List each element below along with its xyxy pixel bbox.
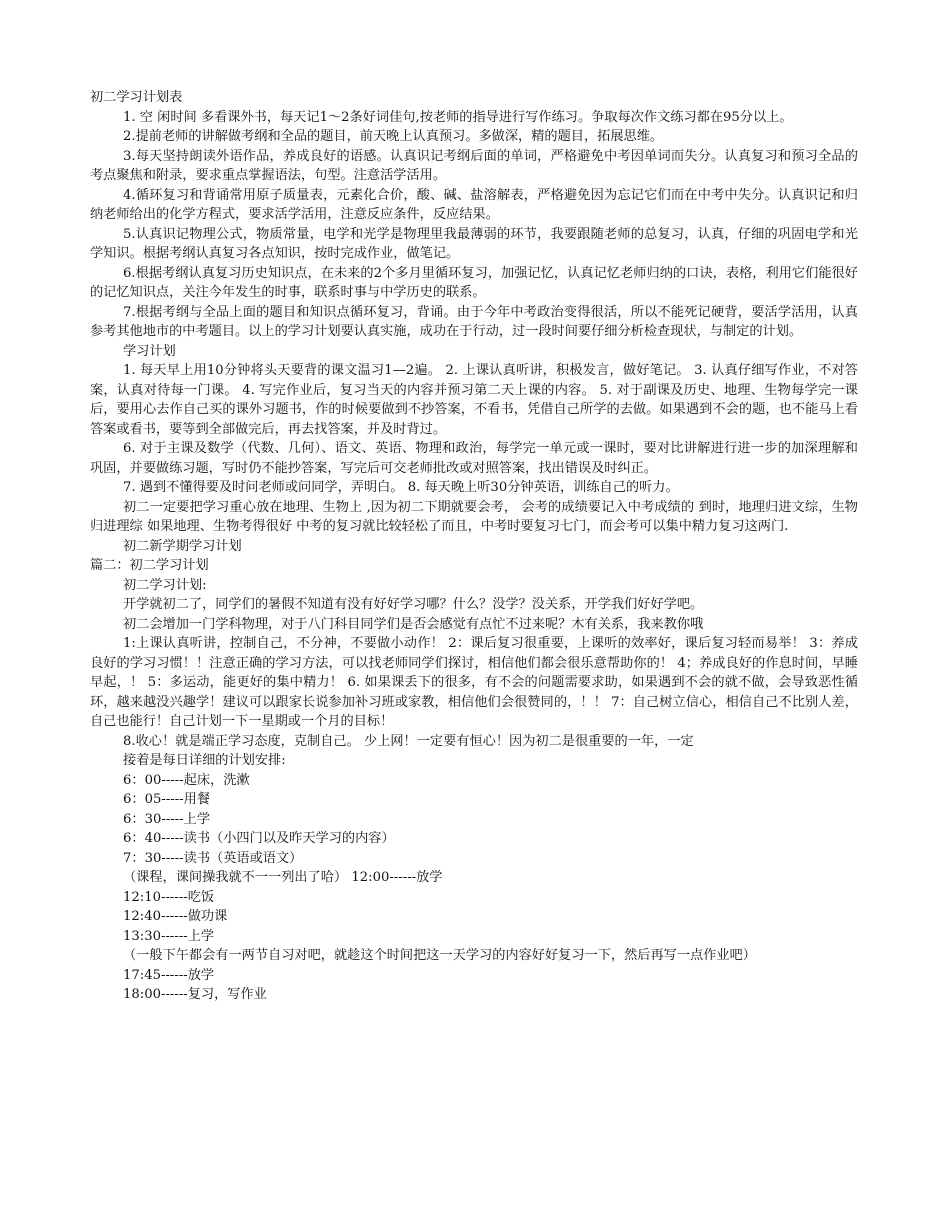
paragraph: 8.收心！就是端正学习态度，克制自己。 少上网！一定要有恒心！因为初二是很重要的一年，一定 bbox=[123, 733, 694, 749]
section-heading: 学习计划 bbox=[123, 343, 176, 359]
schedule-item: 18:00------复习，写作业 bbox=[123, 987, 267, 1002]
paragraph: 1:上课认真听讲，控制自己，不分神，不要做小动作！ 2：课后复习很重要，上课听的效率好，课后复习轻而易举！ 3：养成良好的学习习惯！！注意正确的学习方法，可以找老师同学们探讨，相信他们都会很乐意帮助你的！ 4；养成良好的作息时间，早睡早起，！ 5：多运动，能更好的集中精力！ 6. 如果课丢下的很多，有不会的问题需要求助，如果遇到不会的就不做，会导致恶性循环，越来越没兴趣学！建议可以跟家长说参加补习班或家教，相信他们会很赞同的，！！ 7：自己树立信心，相信自己不比别人差，自己也能行！自己计划一下一星期或一个月的目标！ bbox=[90, 636, 858, 729]
schedule-item: 6：00-----起床，洗漱 bbox=[123, 772, 250, 788]
paragraph: 开学就初二了，同学们的暑假不知道有没有好好学习哪？什么？没学？没关系，开学我们好好学吧。 bbox=[123, 597, 704, 612]
schedule-item: 6：05-----用餐 bbox=[123, 792, 211, 807]
paragraph: 2.提前老师的讲解做考纲和全品的题目，前天晚上认真预习。多做深，精的题目，拓展思维。 bbox=[123, 129, 664, 144]
paragraph: 7.根据考纲与全品上面的题目和知识点循环复习，背诵。由于今年中考政治变得很活，所以不能死记硬背，要活学活用，认真参考其他地市的中考题目。以上的学习计划要认真实施，成功在于行动，过一段时间要仔细分析检查现状，与制定的计划。 bbox=[90, 304, 858, 339]
paragraph: 初二一定要把学习重心放在地理、生物上 ,因为初二下期就要会考， 会考的成绩要记入中考成绩的 到时，地理归进文综，生物归进理综 如果地理、生物考得很好 中考的复习就比较轻松了而且，中考时要复习七门，而会考可以集中精力复习这两门. bbox=[90, 499, 858, 534]
schedule-item: 6：40-----读书（小四门以及昨天学习的内容） bbox=[123, 831, 395, 846]
section-heading: 篇二：初二学习计划 bbox=[90, 558, 209, 573]
paragraph: 6. 对于主课及数学（代数、几何）、语文、英语、物理和政治，每学完一单元或一课时，要对比讲解进行进一步的加深理解和巩固，并要做练习题，写时仍不能抄答案，写完后可交老师批改或对照答案，找出错误及时纠正。 bbox=[90, 441, 858, 476]
schedule-item: 7：30-----读书（英语或语文） bbox=[123, 850, 303, 866]
paragraph: （一般下午都会有一两节自习对吧，就趁这个时间把这一天学习的内容好好复习一下，然后再写一点作业吧） bbox=[123, 948, 756, 963]
schedule-item: 6：30-----上学 bbox=[123, 811, 211, 827]
schedule-item: （课程，课间操我就不一一列出了哈） 12:00------放学 bbox=[123, 870, 443, 885]
section-heading: 初二新学期学习计划 bbox=[123, 538, 242, 554]
document-title: 初二学习计划表 bbox=[90, 90, 183, 105]
schedule-item: 12:10------吃饭 bbox=[123, 889, 215, 905]
paragraph: 4.循环复习和背诵常用原子质量表，元素化合价，酸、碱、盐溶解表，严格避免因为忘记它们而在中考中失分。认真识记和归纳老师给出的化学方程式，要求活学活用，注意反应条件，反应结果。 bbox=[90, 187, 858, 222]
document-page bbox=[90, 88, 858, 1005]
schedule-item: 17:45------放学 bbox=[123, 967, 215, 983]
schedule-item: 13:30------上学 bbox=[123, 928, 215, 944]
paragraph: 初二学习计划: bbox=[123, 577, 207, 593]
paragraph: 5.认真识记物理公式，物质常量，电学和光学是物理里我最薄弱的环节，我要跟随老师的总复习，认真，仔细的巩固电学和光学知识。根据考纲认真复习各点知识，按时完成作业，做笔记。 bbox=[90, 226, 858, 261]
paragraph: 1. 每天早上用10分钟将头天要背的课文温习1—2遍。 2. 上课认真听讲，积极发言，做好笔记。 3. 认真仔细写作业，不对答案，认真对待每一门课。 4. 写完作业后，复习当天的内容并预习第二天上课的内容。 5. 对于副课及历史、地理、生物每学完一课后，要用心去作自己买的课外习题书，作的时候要做到不抄答案，不看书，凭借自己所学的去做。如果遇到不会的题，也不能马上看答案或看书，要等到全部做完后，再去找答案，并及时背过。 bbox=[90, 363, 858, 437]
paragraph: 6.根据考纲认真复习历史知识点，在未来的2个多月里循环复习，加强记忆，认真记忆老师归纳的口诀，表格，利用它们能很好的记忆知识点，关注今年发生的时事，联系时事与中学历史的联系。 bbox=[90, 265, 858, 300]
paragraph: 3.每天坚持朗读外语作品，养成良好的语感。认真识记考纲后面的单词，严格避免中考因单词而失分。认真复习和预习全品的考点聚焦和附录，要求重点掌握语法，句型。注意活学活用。 bbox=[90, 148, 858, 183]
paragraph: 1. 空 闲时间 多看课外书，每天记1～2条好词佳句,按老师的指导进行写作练习。争取每次作文练习都在95分以上。 bbox=[123, 109, 793, 125]
schedule-item: 12:40------做功课 bbox=[123, 909, 228, 924]
paragraph: 接着是每日详细的计划安排: bbox=[123, 753, 286, 768]
paragraph: 7. 遇到不懂得要及时问老师或问同学，弄明白。 8. 每天晚上听30分钟英语，训练自己的听力。 bbox=[123, 480, 679, 495]
paragraph: 初二会增加一门学科物理，对于八门科目同学们是否会感觉有点忙不过来呢？木有关系，我来教你哦 bbox=[123, 616, 704, 632]
